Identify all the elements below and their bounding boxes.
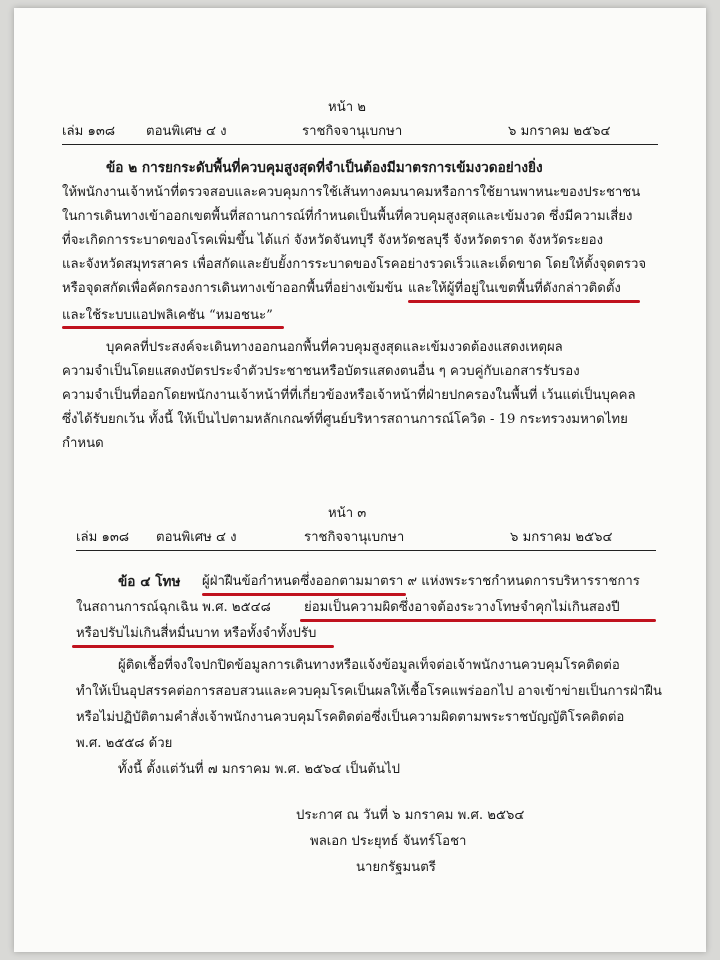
paragraph-line: ในสถานการณ์ฉุกเฉิน พ.ศ. ๒๕๔๘ — [76, 600, 271, 615]
paragraph-line: พ.ศ. ๒๕๕๘ ด้วย — [76, 736, 173, 751]
clause-2-title: ข้อ ๒ การยกระดับพื้นที่ควบคุมสูงสุดที่จำเป็นต้องมีมาตรการเข้มงวดอย่างยิ่ง — [106, 160, 543, 176]
paragraph-line: บุคคลที่ประสงค์จะเดินทางออกนอกพื้นที่ควบคุมสูงสุดและเข้มงวดต้องแสดงเหตุผล — [106, 340, 563, 355]
highlighted-text: หรือปรับไม่เกินสี่หมื่นบาท หรือทั้งจำทั้งปรับ — [76, 626, 317, 641]
section-label: ตอนพิเศษ ๔ ง — [156, 530, 237, 545]
highlighted-text: และให้ผู้ที่อยู่ในเขตพื้นที่ดังกล่าวติดตั้ง — [408, 281, 621, 296]
section-label: ตอนพิเศษ ๔ ง — [146, 124, 227, 139]
red-underline — [62, 326, 284, 329]
paragraph-line: ให้พนักงานเจ้าหน้าที่ตรวจสอบและควบคุมการใช้เส้นทางคมนาคมหรือการใช้ยานพาหนะของประชาชน — [62, 185, 641, 200]
gazette-label: ราชกิจจานุเบกษา — [302, 124, 403, 139]
highlighted-text: ย่อมเป็นความผิดซึ่งอาจต้องระวางโทษจำคุกไม่เกินสองปี — [304, 600, 620, 615]
paragraph-line: ความจำเป็นที่ออกโดยพนักงานเจ้าหน้าที่ที่เกี่ยวข้องหรือเจ้าหน้าที่ฝ่ายปกครองในพื้นที่ เว้นแต่เป็นบุคคล — [62, 388, 636, 403]
highlighted-text: และใช้ระบบแอปพลิเคชัน “หมอชนะ” — [62, 308, 273, 323]
paragraph-line: ที่จะเกิดการระบาดของโรคเพิ่มขึ้น ได้แก่ จังหวัดจันทบุรี จังหวัดชลบุรี จังหวัดตราด จังหวัดระยอง — [62, 233, 604, 248]
paragraph-line: หรือจุดสกัดเพื่อคัดกรองการเดินทางเข้าออกพื้นที่อย่างเข้มข้น — [62, 281, 403, 296]
red-underline — [202, 593, 406, 596]
volume-label: เล่ม ๑๓๘ — [76, 530, 130, 545]
document-page — [14, 8, 706, 952]
red-underline — [72, 645, 334, 648]
signer-name: พลเอก ประยุทธ์ จันทร์โอชา — [310, 834, 467, 849]
page-number-2: หน้า ๒ — [328, 100, 366, 115]
header-rule-3 — [76, 550, 656, 551]
paragraph-line: และจังหวัดสมุทรสาคร เพื่อสกัดและยับยั้งการระบาดของโรคอย่างรวดเร็วและเด็ดขาด โดยให้ตั้งจุดตรวจ — [62, 257, 647, 272]
signer-position: นายกรัฐมนตรี — [356, 860, 436, 875]
date-label: ๖ มกราคม ๒๕๖๔ — [508, 124, 611, 139]
announcement-date: ประกาศ ณ วันที่ ๖ มกราคม พ.ศ. ๒๕๖๔ — [296, 808, 525, 823]
header-rule-2 — [62, 144, 658, 145]
red-underline — [300, 619, 656, 622]
paragraph-line: หรือไม่ปฏิบัติตามคำสั่งเจ้าพนักงานควบคุมโรคติดต่อซึ่งเป็นความผิดตามพระราชบัญญัติโรคติดต่อ — [76, 710, 625, 725]
paragraph-line: กำหนด — [62, 436, 104, 451]
paragraph-line: ทำให้เป็นอุปสรรคต่อการสอบสวนและควบคุมโรคเป็นผลให้เชื้อโรคแพร่ออกไป อาจเข้าข่ายเป็นการฝ่าฝืน — [76, 684, 662, 699]
volume-label: เล่ม ๑๓๘ — [62, 124, 116, 139]
page-number-3: หน้า ๓ — [328, 506, 367, 521]
date-label: ๖ มกราคม ๒๕๖๔ — [510, 530, 613, 545]
paragraph-line: ซึ่งได้รับยกเว้น ทั้งนี้ ให้เป็นไปตามหลักเกณฑ์ที่ศูนย์บริหารสถานการณ์โควิด - 19 กระทรวงมหาดไทย — [62, 412, 628, 427]
red-underline — [408, 300, 640, 303]
highlighted-text: ผู้ฝ่าฝืนข้อกำหนดซึ่งออกตามมาตรา ๙ แห่งพระราชกำหนดการบริหารราชการ — [202, 574, 640, 589]
paragraph-line: ความจำเป็นโดยแสดงบัตรประจำตัวประชาชนหรือบัตรแสดงตนอื่น ๆ ควบคู่กับเอกสารรับรอง — [62, 364, 580, 379]
paragraph-line: ในการเดินทางเข้าออกเขตพื้นที่สถานการณ์ที่กำหนดเป็นพื้นที่ควบคุมสูงสุดและเข้มงวด ซึ่งมีความเสี่ยง — [62, 209, 633, 224]
paragraph-line: ผู้ติดเชื้อที่จงใจปกปิดข้อมูลการเดินทางหรือแจ้งข้อมูลเท็จต่อเจ้าพนักงานควบคุมโรคติดต่อ — [118, 658, 620, 673]
gazette-label: ราชกิจจานุเบกษา — [304, 530, 405, 545]
clause-4-label: ข้อ ๔ โทษ — [118, 574, 181, 590]
effective-date: ทั้งนี้ ตั้งแต่วันที่ ๗ มกราคม พ.ศ. ๒๕๖๔ เป็นต้นไป — [118, 762, 401, 777]
